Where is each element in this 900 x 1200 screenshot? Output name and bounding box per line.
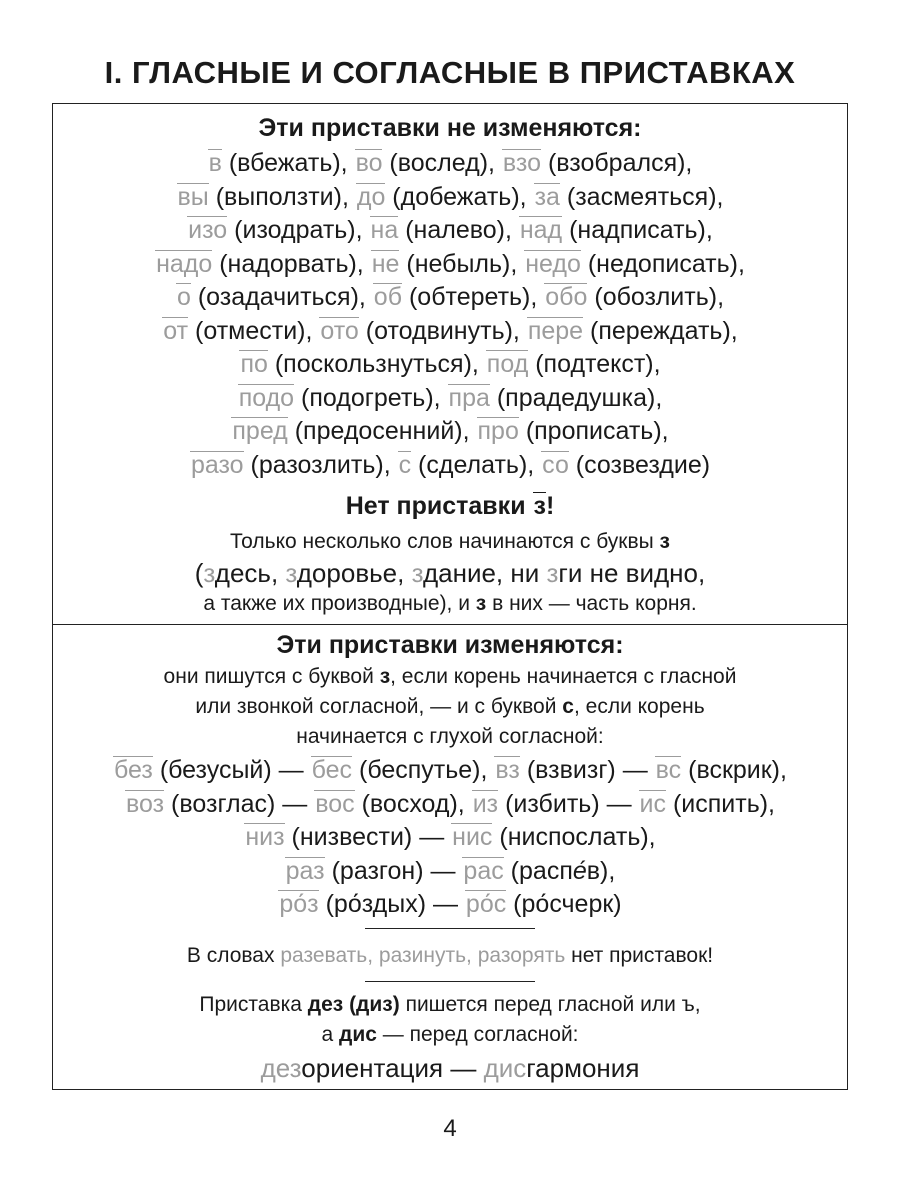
example-word: здых) — — [361, 890, 465, 918]
text: Только несколько слов начинаются с буквы — [229, 530, 660, 553]
example-word: (отмести), — [188, 316, 320, 345]
prefix — [278, 890, 318, 917]
example-word: (прадедушка), — [489, 383, 663, 412]
prefix: над — [519, 216, 563, 244]
example-line — [53, 415, 847, 449]
example-word: (испить), — [666, 789, 775, 818]
example-line — [53, 855, 847, 889]
prefix: разо — [190, 450, 244, 479]
text: нет приставок! — [565, 943, 714, 967]
heading-text: ! — [545, 492, 555, 520]
dez-dis-examples — [53, 1052, 847, 1084]
text: ( — [194, 558, 204, 588]
text: а — [321, 1022, 339, 1046]
example-word: (обтереть), — [402, 283, 545, 311]
prefix: со — [542, 450, 569, 479]
example-word: гармония — [526, 1052, 640, 1083]
rule-line — [53, 692, 847, 722]
example-word: (поскользнуться), — [267, 350, 486, 378]
example-word: счерк) — [549, 890, 622, 918]
no-z-note — [53, 589, 847, 619]
example-line — [53, 315, 847, 349]
prefix: вс — [655, 756, 682, 784]
text: В словах — [186, 943, 281, 967]
prefix: во — [355, 149, 383, 177]
example-word: (подогреть), — [294, 383, 448, 412]
prefix: ис — [639, 789, 667, 818]
text: а также их производные), и — [203, 592, 476, 615]
example-word: (р — [506, 890, 536, 918]
prefix: нис — [452, 823, 493, 851]
stressed-letter: о́ — [535, 890, 550, 918]
stressed-letter: о́ — [293, 890, 308, 918]
prefix: об — [373, 283, 403, 311]
example-word: (ниспослать), — [492, 823, 656, 851]
prefix: от — [163, 316, 189, 345]
example-word: (безусый) — — [152, 756, 311, 784]
example-word: (беспутье), — [352, 756, 495, 784]
prefix: в — [208, 149, 222, 177]
prefix: по — [240, 350, 268, 378]
changing-prefixes-section — [53, 624, 847, 1090]
text: дание, ни — [422, 558, 547, 588]
example-word: (добежать), — [385, 182, 534, 211]
prefix: рас — [463, 856, 504, 885]
page-number: 4 — [443, 1115, 457, 1142]
example-line — [53, 821, 847, 855]
rule-line — [53, 662, 847, 692]
prefix: вы — [177, 182, 209, 211]
example-line — [53, 348, 847, 382]
bold-letter: з — [379, 665, 391, 688]
example-word: (предосенний), — [287, 417, 477, 445]
heading-text: Нет приставки — [345, 492, 533, 520]
prefix: до — [356, 182, 386, 211]
changing-heading: Эти приставки изменяются: — [276, 631, 624, 659]
prefix: обо — [545, 283, 588, 311]
example-word: (низвести) — — [284, 823, 452, 851]
prefix: пра — [448, 383, 490, 412]
prefix: ото — [320, 316, 359, 345]
prefix: дис — [483, 1052, 527, 1083]
bold-letter: с — [562, 695, 574, 718]
text: десь, — [214, 558, 286, 588]
example-word: (восход), — [354, 789, 472, 818]
text: ги не видно, — [558, 558, 706, 588]
prefix: взо — [502, 149, 541, 177]
prefix-part: с — [493, 890, 507, 918]
example-word: (отодвинуть), — [358, 316, 527, 345]
text: или звонкой согласной, — и с буквой — [195, 695, 563, 718]
unchanged-heading: Эти приставки не изменяются: — [258, 114, 642, 142]
prefix: про — [477, 417, 519, 445]
changing-examples — [53, 754, 847, 922]
stressed-letter: е́ — [572, 856, 587, 885]
example-word: (разгон) — — [324, 856, 463, 885]
dez-rule — [53, 990, 847, 1020]
no-z-explanation — [53, 527, 847, 557]
bold-letter: з — [475, 592, 487, 615]
z-root-examples — [53, 557, 847, 589]
text: они пишутся с буквой — [163, 665, 380, 688]
dis-rule — [53, 1020, 847, 1050]
example-word: (переждать), — [583, 316, 738, 345]
no-z-prefix-heading — [53, 492, 847, 521]
unchanged-examples — [53, 147, 847, 482]
prefix: из — [472, 789, 499, 818]
text: — перед согласной: — [376, 1022, 579, 1046]
example-line — [53, 449, 847, 483]
unchanged-prefixes-section — [53, 104, 847, 624]
prefix: за — [534, 182, 560, 211]
example-word: (подтекст), — [528, 350, 661, 378]
prefix: недо — [525, 249, 581, 278]
prefix: вз — [495, 756, 520, 784]
stressed-letter: о́ — [347, 890, 362, 918]
example-word: (надорвать), — [212, 249, 371, 278]
prefix: подо — [238, 383, 295, 412]
prefix: без — [114, 756, 153, 784]
prefix: з — [533, 492, 546, 520]
example-word: (взвизг) — — [519, 756, 655, 784]
prefix: с — [398, 450, 412, 479]
prefix: воз — [126, 789, 165, 818]
example-word: (прописать), — [518, 417, 669, 445]
example-word: (засмеяться), — [559, 182, 724, 211]
example-line — [53, 281, 847, 315]
example-line — [53, 754, 847, 788]
prefix: изо — [188, 216, 228, 244]
text: пишется перед гласной или ъ, — [399, 992, 701, 1016]
text: доровье, — [296, 558, 412, 588]
rule-line: начинается с глухой согласной: — [296, 725, 604, 748]
prefix: пред — [232, 417, 288, 445]
gray-words: разевать, разинуть, разорять — [280, 943, 566, 967]
prefix: надо — [156, 249, 213, 278]
prefix: раз — [285, 856, 325, 885]
example-word: (недописать), — [580, 249, 745, 278]
prefix: низ — [245, 823, 285, 851]
divider — [365, 928, 535, 929]
prefix: на — [370, 216, 399, 244]
example-word: (вскрик), — [681, 756, 787, 784]
example-word: (вослед), — [382, 149, 502, 177]
prefix: под — [486, 350, 529, 378]
example-word: в), — [586, 856, 616, 885]
example-line — [53, 214, 847, 248]
example-word: ориентация — — [301, 1052, 484, 1083]
example-word: (небыль), — [399, 249, 525, 278]
example-word: (сделать), — [411, 450, 542, 479]
example-line — [53, 147, 847, 181]
prefix: о — [176, 283, 191, 311]
example-word: (надписать), — [562, 216, 713, 244]
example-word: (выползти), — [208, 182, 356, 211]
bold-letter: з — [659, 530, 670, 553]
prefix-part: р — [465, 890, 480, 918]
prefix: не — [371, 249, 400, 278]
prefix — [465, 890, 506, 917]
example-line — [53, 181, 847, 215]
example-line — [53, 888, 847, 922]
prefix: пере — [527, 316, 584, 345]
example-word: (обозлить), — [587, 283, 725, 311]
example-word: (избить) — — [498, 789, 639, 818]
root-letter: з — [546, 558, 559, 588]
example-word: (расп — [503, 856, 573, 885]
example-word: (р — [318, 890, 348, 918]
rules-frame — [52, 103, 848, 1090]
example-word: (созвездие) — [568, 450, 711, 479]
root-letter: з — [285, 558, 297, 588]
example-word: (разозлить), — [243, 450, 398, 479]
example-line — [53, 382, 847, 416]
text: , если корень — [573, 695, 705, 718]
stressed-letter: о́ — [479, 890, 494, 918]
example-word: (взобрался), — [541, 149, 693, 177]
example-word: (возглас) — — [164, 789, 315, 818]
prefix-part: р — [279, 890, 294, 918]
no-prefix-note — [53, 941, 847, 971]
root-letter: з — [411, 558, 423, 588]
prefix: бес — [311, 756, 353, 784]
divider — [365, 981, 535, 982]
prefix: вос — [315, 789, 355, 818]
example-line — [53, 248, 847, 282]
text: Приставка — [199, 992, 308, 1016]
page-title: I. ГЛАСНЫЕ И СОГЛАСНЫЕ В ПРИСТАВКАХ — [104, 55, 796, 90]
prefix: дез — [260, 1052, 302, 1083]
text: , если корень начинается с гласной — [390, 665, 737, 688]
example-word: (озадачиться), — [190, 283, 373, 311]
example-line — [53, 788, 847, 822]
root-letter: з — [203, 558, 215, 588]
bold-prefix: дез (диз) — [307, 992, 400, 1016]
prefix-part: з — [307, 890, 319, 918]
example-word: (налево), — [398, 216, 519, 244]
text: в них — часть корня. — [486, 592, 697, 615]
bold-prefix: дис — [339, 1022, 377, 1046]
example-word: (вбежать), — [221, 149, 355, 177]
example-word: (изодрать), — [227, 216, 370, 244]
